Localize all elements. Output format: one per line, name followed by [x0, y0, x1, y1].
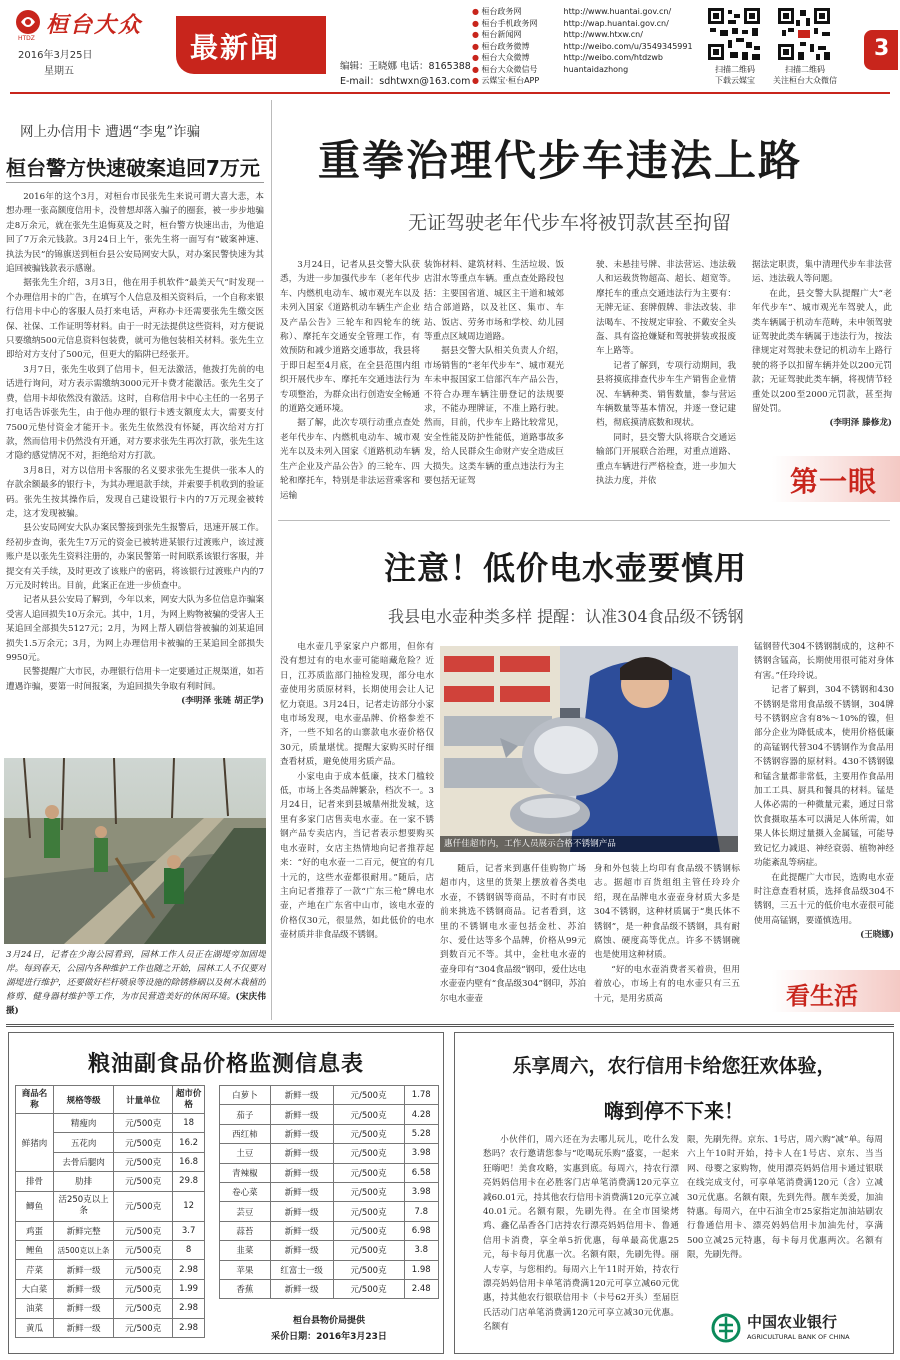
paragraph: 电水壶几乎家家户户都用，但你有没有想过有的电水壶可能暗藏危险？近日，江苏质监部门抽检发现，部分电水壶使用劣质原材料，长期使用会让人记忆力衰退。3月24日，记者走访部分小家电市场发现，电水壶品牌、价格参差不齐，一些不知名的山寨款电水壶价格仅30元，质量堪忧。提醒大家购买时仔细查看材质，避免使用劣质产品。 [280, 642, 434, 768]
story-body [6, 190, 264, 746]
kettle-photo-caption: 惠仟佳超市内，工作人员展示合格不锈钢产品 [440, 836, 738, 852]
main-col-4 [752, 258, 892, 430]
paragraph: 民警提醒广大市民，办理银行信用卡一定要通过正规渠道，如若遭遇诈骗，要第一时间报案，为追回损失争取有利时间。 [6, 667, 264, 692]
ad-title-line-2: 嗨到停不下来！ [604, 1099, 744, 1123]
paragraph: 记者从县公安局了解到，今年以来，网安大队为多位信息诈骗案受害人追回损失10万余元。其中，1月，为网上购物被骗的受害人王某追回全部损失5127元；2月，为网上帮人刷信誉被骗的刘某追回损失1.5万余元；3月，为网上办理信用卡被骗的王某追回全部损失9950元。 [6, 595, 264, 663]
kettle-col-4 [754, 640, 894, 966]
table-row: 西红柿 新鲜一级 元/500克 5.28 [220, 1124, 439, 1143]
paragraph: 据了解，此次专项行动重点查处老年代步车、内燃机电动车、城市观光车以及未列入国家《道路机动车辆生产企业及产品公告》的三轮车、四轮和摩托车，特别是非法运营乘客和运输 [280, 418, 420, 501]
issue-weekday: 星期五 [44, 66, 74, 77]
table-header: 规格等级 [54, 1086, 114, 1114]
kettle-col-1 [280, 640, 434, 1016]
qr-code-wechat[interactable] [776, 6, 832, 62]
kettle-col-3 [594, 862, 740, 1016]
link-row[interactable]: ● 云媒宝·桓台APP [472, 76, 540, 85]
table-header-row [16, 1086, 205, 1114]
table-row: 大白菜 新鲜一级 元/500克 1.99 [16, 1279, 205, 1298]
paragraph: 小家电由于成本低廉，技术门槛较低，市场上各类品牌繁杂，档次不一。3月24日，记者来到县城鼎州批发城，这里有多家门店售卖电水壶。在一家不锈钢产品专卖店内，当记者表示想要购买电水壶时，女店主热情地向记者推荐起来：“好的电水壶一二百元，便宜的有几十元的，这些水壶都很耐用。”随后，店主向记者推荐了一款“广东三枪”牌电水壶，产地在广东省中山市，该电水壶的价格仅30元，很显然，如此低价的电水壶材质并非食品级不锈钢。 [280, 771, 434, 941]
paragraph: 同时，县交警大队将联合交通运输部门开展联合治理，对重点道路、重点车辆进行严格检查，进一步加大执法力度，并依 [596, 432, 736, 487]
section-title: 最新闻 [190, 31, 281, 64]
email-line: E-mail：sdhtwxn@163.com [340, 76, 471, 87]
price-table-right [219, 1085, 439, 1299]
tab-life [772, 966, 900, 1016]
paragraph: 锰钢替代304不锈钢制成的，这种不锈钢含锰高，长期使用很可能对身体有害。”任玲玲说。 [754, 642, 894, 681]
bottom-divider [6, 1024, 894, 1027]
table-row: 香蕉 新鲜一级 元/500克 2.48 [220, 1279, 439, 1298]
table-row: 鲤鱼 活500克以上条 元/500克 8 [16, 1240, 205, 1259]
section-rule [278, 520, 890, 521]
table-row: 土豆 新鲜一级 元/500克 3.98 [220, 1144, 439, 1163]
story-byline: (李明泽 滕修龙) [829, 418, 892, 429]
main-headline: 重拳治理代步车违法上路 [318, 136, 803, 185]
editor-line: 编辑：王晓娜 电话：8165388 [340, 61, 471, 72]
paragraph: 装饰材料、建筑材料、生活垃圾、饭店泔水等重点车辆。重点查处路段包括：主要国省道、城区主干道和城郊结合部道路，以及社区、集市、车站、饭店、劳务市场和学校、幼儿园等重点区域周边道路。 [424, 260, 564, 343]
table-row: 青辣椒 新鲜一级 元/500克 6.58 [220, 1163, 439, 1182]
tab-first-look [772, 448, 900, 508]
price-panel [8, 1032, 444, 1354]
kettle-subhead: 我县电水壶种类多样 提醒：认准304食品级不锈钢 [388, 607, 744, 626]
story-kicker: 网上办信用卡 遭遇“李鬼”诈骗 [20, 124, 201, 140]
table-row: 鲜猪肉 精瘦肉 元/500克 18 [16, 1114, 205, 1133]
qr-code-icon [776, 6, 832, 62]
tab-life-label: 看生活 [786, 982, 858, 1010]
masthead [0, 0, 900, 92]
price-table-left [15, 1085, 205, 1338]
logo [14, 6, 174, 42]
kettle-col-2 [440, 862, 586, 1016]
table-row: 鲫鱼 活250克以上条 元/500克 12 [16, 1191, 205, 1221]
table-row: 去骨后腿肉 元/500克 16.8 [16, 1152, 205, 1171]
table-row: 油菜 新鲜一级 元/500克 2.98 [16, 1299, 205, 1318]
park-photo-caption: 3月24日，记者在少海公园看到，园林工作人员正在湖堤旁加固堤岸。每到春天，公园内各种维护工作也随之开始，园林工人不仅要对湖堤进行维护，还要做好栏杆喷泉等设施的除锈修刷以及树木栽植的修剪、健身器材维护等工作，为市民营造美好的休闲环境。(宋庆伟 摄) [6, 950, 266, 1016]
paragraph: 记者了解到，304不锈钢和430不锈钢是常用食品级不锈钢，304牌号不锈钢应含有8%～10%的镍，但部分企业为降低成本，使用价格低廉的高锰钢代替304不锈钢作为食品用不锈钢容器的原材料。430不锈钢镍和锰含量都非常低，主要用作食品用加工工具、厨具和餐具的材料。锰是人体必需的一种微量元素，通过日常饮食摄取基本可以满足人体所需，如果人体长期过量摄入金属锰，可能导致记忆力减退、神经衰弱、植物神经功能紊乱等病症。 [754, 685, 894, 869]
kettle-photo [440, 646, 738, 852]
link-row[interactable]: ● 桓台新闻网 http://www.htxw.cn/ [472, 30, 643, 39]
logo-sub: HTDZ [18, 35, 35, 42]
table-row: 苹果 红富士一级 元/500克 1.98 [220, 1260, 439, 1279]
paragraph: 县公安局网安大队办案民警接到张先生报警后，迅速开展工作。经初步查询，张先生7万元的资金已被转进某银行过渡账户，该过渡账户是以张先生资料注册的，办案民警第一时间联系该银行客服，并提交有关手续，及时更改了该账户的密码，将该银行过渡账户内的7万元及时转出。目前，此案正在进一步侦查中。 [6, 523, 264, 591]
table-row: 韭菜 新鲜一级 元/500克 3.8 [220, 1241, 439, 1260]
masthead-divider [10, 92, 890, 94]
paragraph: 据县交警大队相关负责人介绍，市场销售的“老年代步车”、城市观光车未申报国家工信部汽车产品公告，不符合办理车辆注册登记的法规要求，不能办理牌证，不准上路行驶。然而，目前，代步车上路比较常见，安全性能及防护性能低，道路事故多发，给人民群众生命财产安全造成巨大损失。这类车辆的重点违法行为主要包括无证驾 [424, 346, 564, 487]
photo-byline: (宋庆伟 摄) [6, 992, 266, 1016]
table-header: 超市价格 [173, 1086, 205, 1114]
table-row: 茄子 新鲜一级 元/500克 4.28 [220, 1105, 439, 1124]
story-headline: 桓台警方快速破案追回7万元 [6, 156, 260, 180]
paragraph: 驶、未悬挂号牌、非法营运、违法载人和运载货物超高、超长、超宽等。摩托车的重点交通违法行为主要有：无牌无证、套牌假牌、非法改装、非法喝车、不按规定审验、不戴安全头盔、具有盗抢嫌疑和驾驶拼装或报废车上路等。 [596, 260, 736, 357]
page-number-badge [864, 30, 898, 70]
paragraph: 3月24日，记者从县交警大队获悉，为进一步加强代步车（老年代步车、内燃机电动车、城市观光车以及未列入国家《道路机动车辆生产企业及产品公告》三轮车和四轮车的统称）、摩托车交通安全管理工作，有效预防和减少道路交通事故，我县将于即日起至4月底，在全县范围内组织开展代步车、摩托车交通违法行为专项整治，为群众出行创造安全畅通的道路交通环境。 [280, 260, 420, 415]
paragraph: 2016年的这个3月，对桓台市民张先生来说可谓大喜大悲，本想办理一张高额度信用卡，没曾想却落入骗子的圈套，被一步步地骗走8万余元，就在张先生追悔莫及之时，桓台警方快速出击，为他追回了7万余元钱款。3月24日上午，张先生将一面写有“破案神速、执法为民”的锦旗送到桓台县公安局网安大队，对办案民警快速为其追回被骗钱款表示感谢。 [6, 192, 264, 275]
paragraph: 记者了解到，专项行动期间，我县将摸底排查代步车生产销售企业情况、车辆种类、销售数量，参与营运车辆数量等基本情况，并逐一登记建档，彻底摸清底数和现状。 [596, 360, 736, 429]
table-row: 鸡蛋 新鲜完整 元/500克 3.7 [16, 1221, 205, 1240]
park-photo [4, 758, 266, 944]
bank-name: 中国农业银行 [747, 1313, 838, 1331]
price-table-source: 桓台县物价局提供 [292, 1316, 365, 1326]
abc-bank-logo-icon [711, 1313, 741, 1343]
qr-caption-app: 扫描二维码 下载云媒宝 [715, 65, 755, 85]
price-table-date: 采价日期：2016年3月23日 [271, 1332, 387, 1342]
table-row: 白萝卜 新鲜一级 元/500克 1.78 [220, 1086, 439, 1105]
story-byline: (李明泽 张琏 胡正学) [181, 696, 264, 707]
section-banner [176, 16, 326, 74]
bank-ad [454, 1032, 894, 1354]
tab-first-look-label: 第一眼 [790, 465, 878, 498]
left-story [0, 96, 270, 756]
paragraph: 随后，记者来到惠仟佳购物广场超市内，这里的货架上摆放着各类电水壶，不锈钢锅等商品，不时有市民前来挑选不锈钢商品。记者看到，这里的不锈钢电水壶包括金杜、苏泊尔、爱仕达等多个品牌，价格从99元到数百元不等。其中，金杜电水壶的壶身印有“304食品级”钢印，爱仕达电水壶壶内壁有“食品级304”钢印，苏泊尔电水壶壶 [440, 864, 586, 1004]
headline-rule [6, 182, 264, 183]
qr-code-icon [706, 6, 762, 62]
link-row[interactable]: ● 桓台政务网 http://www.huantai.gov.cn/ [472, 7, 672, 16]
table-row: 黄瓜 新鲜一级 元/500克 2.98 [16, 1318, 205, 1337]
kettle-headline: 注意！低价电水壶要慎用 [384, 549, 748, 587]
logo-emblem-icon [14, 8, 42, 36]
qr-code-app[interactable] [706, 6, 762, 62]
link-list [472, 6, 702, 90]
table-row: 排骨 肋排 元/500克 29.8 [16, 1172, 205, 1191]
paragraph: “好的电水壶消费者买着贵，但用着放心，市场上有的电水壶只有三五十元，是用劣质高 [594, 964, 740, 1004]
qr-caption-wechat: 扫描二维码 关注桓台大众微信 [773, 65, 837, 85]
main-col-1 [280, 258, 420, 540]
main-subhead: 无证驾驶老年代步车将被罚款甚至拘留 [408, 212, 732, 234]
ad-col-1: 小伙伴们，周六还在为去哪儿玩儿，吃什么发愁吗？农行邀请您参与“吃喝玩乐购”盛宴，一起来狂嗨吧！美食攻略，实惠到底。每周六，持农行漂亮妈妈信用卡在必胜客门店单笔消费满120元享立减60.01元，持其他农行信用卡消费满120元享立减40.01元。名额有限，先刷先得。在全市国梁烤鸡、鑫亿品香各门店持农行漂亮妈妈信用卡、鲁通信用卡消费，享全单5折优惠，每单最高优惠25元，每卡每月优惠一次。名额有限，先刷先得。丽人专享，与您相约。每周六上午11时开始，持农行漂亮妈妈信用卡单笔消费满120元可享立减60元优惠，持其他农行银联信用卡（卡号62开头）至届臣氏活动门店单笔消费满120元可享立减30元优惠。名额有 [483, 1135, 679, 1333]
story-byline: (王晓娜) [860, 930, 894, 941]
table-row: 芸豆 新鲜一级 元/500克 7.8 [220, 1202, 439, 1221]
link-row[interactable]: ● 桓台政务微博 http://weibo.com/u/3549345991 [472, 41, 693, 51]
ad-col-2: 限，先刷先得。京东、1号店，周六购“减”单。每周六上午10时开始，持卡人在1号店、京东、当当网、母婴之家购物，使用漂亮妈妈信用卡通过银联在线完成支付，可享单笔消费满120元（含）立减30元优惠。名额有限，先到先得。靓车美爱，加油特惠。每周六，在中石油全市25家指定加油站刷农行鲁通信用卡、漂亮妈妈信用卡加油先付，享满500立减25元特惠，每卡每月优惠两次。名额有限，先刷先得。 [687, 1135, 883, 1261]
table-header: 商品名称 [16, 1086, 54, 1114]
paragraph: 在此提醒广大市民，选购电水壶时注意查看材质，选择食品级304不锈钢，三五十元的低价电水壶很可能使用高锰钢，要谨慎选用。 [754, 872, 894, 926]
paragraph: 3月8日，对方以信用卡客服的名义要求张先生提供一张本人的存款余额最多的银行卡，为其办理退款手续，并索要手机收到的验证码。张先生按其操作后，发现自己建设银行卡内的7万元现金被转走，这才发现被骗。 [6, 465, 264, 519]
paragraph: 在此，县交警大队提醒广大“老年代步车”、城市观光车驾驶人，此类车辆属于机动车范畴，未申领驾驶证驾驶此类车辆属于违法行为，按法律规定对驾驶未登记的机动车上路行驶的将予以扣留车辆并处以200元罚款；无证驾驶此类车辆，将视情节轻重处以200至2000元罚款，甚至拘留处罚。 [752, 288, 892, 415]
logo-title: 桓台大众 [46, 12, 143, 38]
paragraph: 据法定职责，集中清理代步车非法营运、违法载人等问题。 [752, 260, 892, 285]
main-col-3 [596, 258, 736, 540]
link-row[interactable]: ● 桓台手机政务网 http://wap.huantai.gov.cn/ [472, 18, 669, 28]
link-row[interactable]: ● 桓台大众微博 http://weibo.com/htdzwb [472, 53, 663, 62]
table-row: 芹菜 新鲜一级 元/500克 2.98 [16, 1260, 205, 1279]
paragraph: 身和外包装上均印有食品级不锈钢标志。据超市百货组组主管任玲玲介绍，现在品牌电水壶壶身材质大多是304不锈钢，这种材质属于“奥氏体不锈钢”，是一种食品级不锈钢，具有耐腐蚀、硬度高等优点。许多不锈钢碗也是使用这种材质。 [594, 864, 740, 961]
page-number: 3 [874, 36, 890, 61]
park-photo-image [4, 758, 266, 944]
paragraph: 3月7日，张先生收到了信用卡，但无法激活，他拨打先前的电话进行询问，对方表示需缴纳3000元开卡费才能激活。张先生交了费，信用卡却依然没有激活。这时，自称信用卡中心主任的一名男子打电话告诉张先生，由于他办理的银行卡透支额度太大，需要支付7500元垫付资金才能开卡。张先生依然没有怀疑，再次给对方打款，然而信用卡仍然没有开通，对方要求张先生再次打款，张先生这才隐约感觉情况不对，拒绝给对方打款。 [6, 364, 264, 462]
price-table-title: 粮油副食品价格监测信息表 [87, 1052, 364, 1077]
table-row: 五花肉 元/500克 16.2 [16, 1133, 205, 1152]
column-divider [271, 100, 272, 1020]
paragraph: 据张先生介绍，3月3日，他在用手机软件“最美天气”时发现一个办理信用卡的广告，在填写个人信息及相关资料后，一个自称来银行信用卡中心的客服人员打来电话，声称办卡还需要张先生缴交医保、社保、工作证明等材料。由于一时无法提供这些资料，对方便说只要缴纳500元信息资料包装费，就可为他包装相关材料。张先生立即给对方支付了500元，但更大的陷阱已经张开。 [6, 278, 264, 361]
link-row[interactable]: ● 桓台大众微信号 huantaidazhong [472, 64, 629, 74]
issue-date: 2016年3月25日 [18, 50, 93, 61]
table-row: 蒜苔 新鲜一级 元/500克 6.98 [220, 1221, 439, 1240]
ad-title-line-1: 乐享周六，农行信用卡给您狂欢体验， [512, 1055, 836, 1077]
main-col-2 [424, 258, 564, 540]
kettle-photo-image [440, 646, 738, 852]
table-header: 计量单位 [114, 1086, 173, 1114]
bank-name-en: AGRICULTURAL BANK OF CHINA [747, 1333, 850, 1341]
table-row: 卷心菜 新鲜一级 元/500克 3.98 [220, 1182, 439, 1201]
bank-logo [711, 1309, 887, 1349]
